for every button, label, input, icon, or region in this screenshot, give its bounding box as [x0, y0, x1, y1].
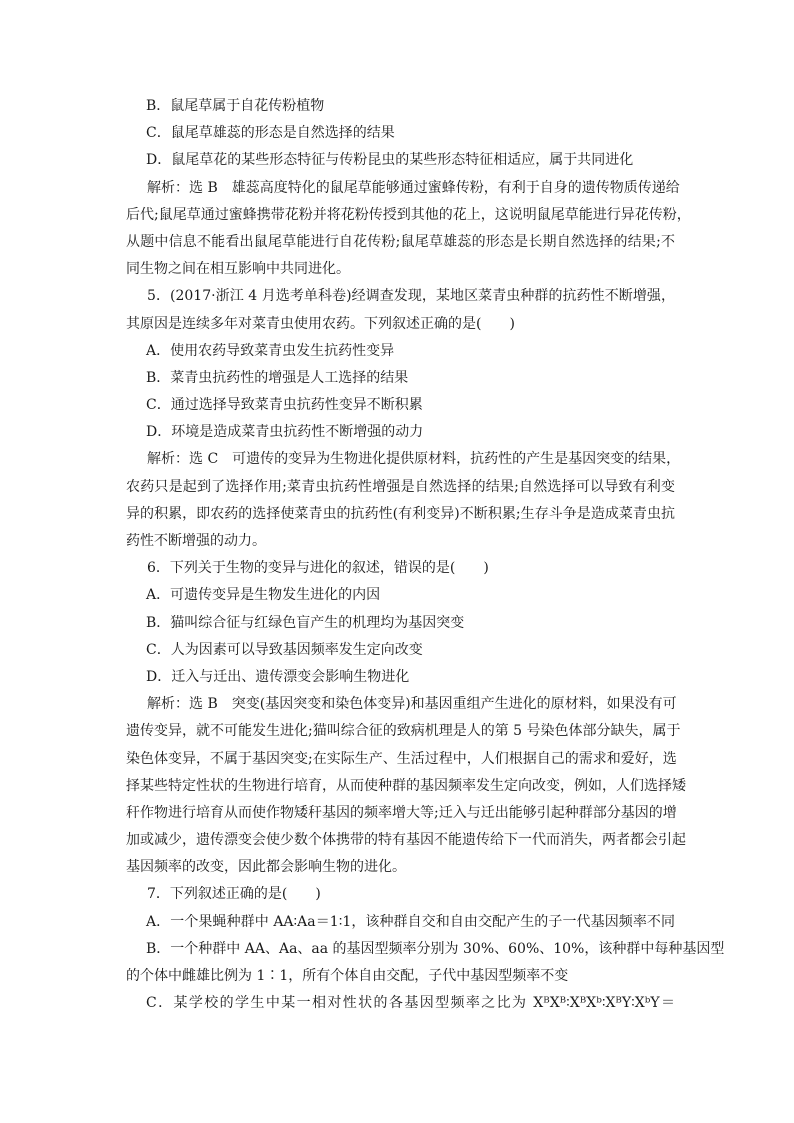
option-line: C．通过选择导致菜青虫抗药性变异不断积累: [146, 397, 423, 414]
text-line: 遗传变异，就不可能发生进化;猫叫综合征的致病机理是人的第 5 号染色体部分缺失，属于: [126, 723, 681, 740]
option-line: D．鼠尾草花的某些形态特征与传粉昆虫的某些形态特征相适应，属于共同进化: [146, 152, 634, 169]
option-line: C．人为因素可以导致基因频率发生定向改变: [146, 641, 423, 658]
option-line: B．鼠尾草属于自花传粉植物: [146, 98, 325, 114]
text-line: 同生物之间在相互影响中共同进化。: [126, 261, 350, 278]
text-line: 农药只是起到了选择作用;菜青虫抗药性增强是自然选择的结果;自然选择可以导致有利变: [126, 478, 675, 495]
analysis-line: 解析：选 B 雄蕊高度特化的鼠尾草能够通过蜜蜂传粉，有利于自身的遗传物质传递给: [147, 179, 680, 196]
text-line: 其原因是连续多年对菜青虫使用农药。下列叙述正确的是( ): [126, 315, 515, 332]
text-line: 染色体变异，不属于基因突变;在实际生产、生活过程中，人们根据自己的需求和爱好，选: [126, 750, 677, 767]
question-stem-line: 5．(2017·浙江 4 月选考单科卷)经调查发现，某地区菜青虫种群的抗药性不断增强，: [147, 288, 675, 305]
text-line: 异的积累，即农药的选择使菜青虫的抗药性(有利变异)不断积累;生存斗争是造成菜青虫抗: [126, 505, 675, 522]
text-line: 秆作物进行培育从而使作物矮秆基因的频率增大等;迁入与迁出能够引起种群部分基因的增: [126, 804, 677, 821]
option-line: B．菜青虫抗药性的增强是人工选择的结果: [146, 369, 409, 386]
option-line: B．一个种群中 AA、Aa、aa 的基因型频率分别为 30%、60%、10%，该种群中每种基因型: [146, 940, 725, 957]
option-line: C．某学校的学生中某一相对性状的各基因型频率之比为 XᴮXᴮ∶XᴮXᵇ∶XᴮY∶XᵇY＝: [146, 995, 675, 1012]
option-line: D．迁入与迁出、遗传漂变会影响生物进化: [146, 668, 410, 685]
option-line: C．鼠尾草雄蕊的形态是自然选择的结果: [146, 125, 395, 142]
question-stem-line: 7．下列叙述正确的是( ): [147, 886, 321, 903]
text-line: 基因频率的改变，因此都会影响生物的进化。: [126, 859, 406, 876]
text-line: 择某些特定性状的生物进行培育，从而使种群的基因频率发生定向改变，例如，人们选择矮: [126, 777, 686, 794]
option-line: B．猫叫综合征与红绿色盲产生的机理均为基因突变: [146, 614, 465, 631]
analysis-line: 解析：选 C 可遗传的变异为生物进化提供原材料，抗药性的产生是基因突变的结果，: [147, 451, 681, 468]
option-line: A．使用农药导致菜青虫发生抗药性变异: [146, 342, 395, 359]
option-line: D．环境是造成菜青虫抗药性不断增强的动力: [146, 424, 424, 441]
option-line: A．一个果蝇种群中 AA∶Aa＝1∶1，该种群自交和自由交配产生的子一代基因频率不同: [146, 913, 675, 930]
question-stem-line: 6．下列关于生物的变异与进化的叙述，错误的是( ): [147, 560, 489, 577]
text-line: 的个体中雌雄比例为 1∶1，所有个体自由交配，子代中基因型频率不变: [126, 968, 569, 984]
text-line: 药性不断增强的动力。: [126, 533, 266, 549]
analysis-line: 解析：选 B 突变(基因突变和染色体变异)和基因重组产生进化的原材料，如果没有可: [147, 696, 677, 713]
text-line: 从题中信息不能看出鼠尾草能进行自花传粉;鼠尾草雄蕊的形态是长期自然选择的结果;不: [126, 233, 675, 250]
text-line: 后代;鼠尾草通过蜜蜂携带花粉并将花粉传授到其他的花上，这说明鼠尾草能进行异花传粉，: [126, 206, 691, 223]
text-column: [126, 93, 725, 1017]
option-line: A．可遗传变异是生物发生进化的内因: [146, 587, 381, 604]
text-line: 加或减少，遗传漂变会使少数个体携带的特有基因不能遗传给下一代而消失，两者都会引起: [126, 832, 686, 849]
